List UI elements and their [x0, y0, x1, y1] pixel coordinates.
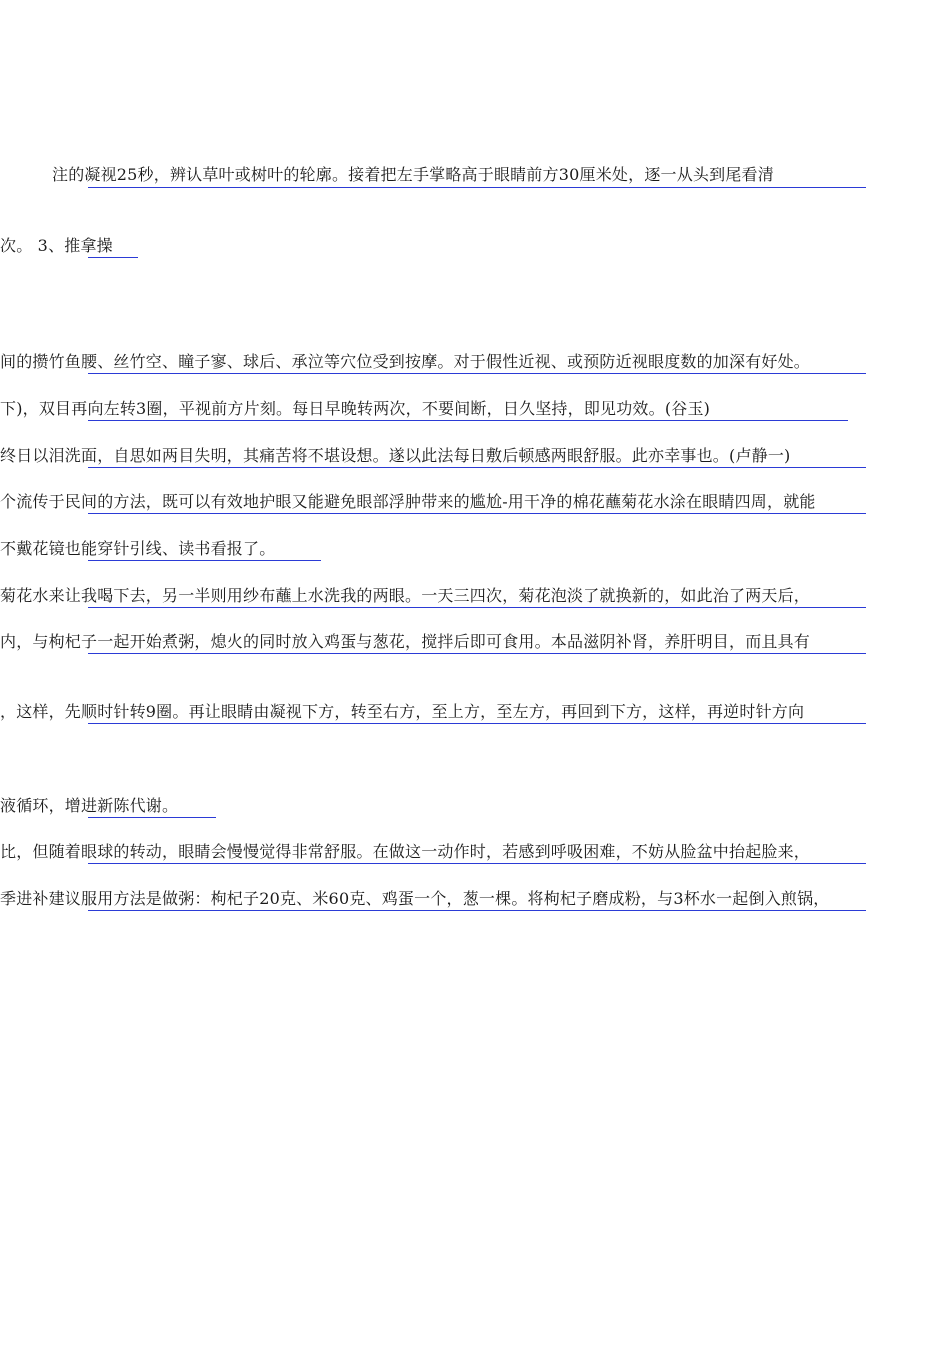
text-line-4: 下)，双目再向左转3圈，平视前方片刻。每日早晚转两次，不要间断，日久坚持，即见功效。(谷玉) [0, 399, 711, 418]
underline-2 [88, 257, 138, 258]
underline-8 [88, 607, 866, 608]
text-line-3: 间的攒竹鱼腰、丝竹空、瞳子寥、球后、承泣等穴位受到按摩。对于假性近视、或预防近视眼度数的加深有好处。 [0, 352, 811, 371]
underline-12 [88, 863, 866, 864]
text-line-13: 季进补建议服用方法是做粥：枸杞子20克、米60克、鸡蛋一个，葱一棵。将枸杞子磨成粉，与3杯水一起倒入煎锅， [0, 889, 830, 908]
underline-9 [88, 653, 866, 654]
text-line-5: 终日以泪洗面，自思如两目失明，其痛苦将不堪设想。遂以此法每日敷后顿感两眼舒服。此亦幸事也。(卢静一) [0, 446, 791, 465]
text-line-1: 注的凝视25秒，辨认草叶或树叶的轮廓。接着把左手掌略高于眼睛前方30厘米处，逐一从头到尾看清 [52, 165, 774, 184]
underline-4 [88, 420, 848, 421]
underline-1 [88, 187, 866, 188]
text-line-9: 内，与枸杞子一起开始煮粥，熄火的同时放入鸡蛋与葱花，搅拌后即可食用。本品滋阴补肾，养肝明目，而且具有 [0, 632, 811, 651]
underline-13 [88, 910, 866, 911]
text-line-10: ，这样，先顺时针转9圈。再让眼睛由凝视下方，转至右方，至上方，至左方，再回到下方，这样，再逆时针方向 [0, 702, 805, 721]
underline-7 [88, 560, 321, 561]
underline-3 [88, 373, 866, 374]
text-line-8: 菊花水来让我喝下去，另一半则用纱布蘸上水洗我的两眼。一天三四次，菊花泡淡了就换新的，如此治了两天后， [0, 586, 811, 605]
text-line-12: 比，但随着眼球的转动，眼睛会慢慢觉得非常舒服。在做这一动作时，若感到呼吸困难，不妨从脸盆中抬起脸来， [0, 842, 811, 861]
underline-10 [88, 723, 866, 724]
underline-5 [88, 467, 866, 468]
text-line-7: 不戴花镜也能穿针引线、读书看报了。 [0, 539, 276, 558]
underline-6 [88, 513, 866, 514]
text-line-11: 液循环，增进新陈代谢。 [0, 796, 179, 815]
text-line-2: 次。 3、推拿操 [0, 236, 113, 255]
underline-11 [88, 817, 216, 818]
text-line-6: 个流传于民间的方法，既可以有效地护眼又能避免眼部浮肿带来的尴尬-用干净的棉花蘸菊花水涂在眼睛四周，就能 [0, 492, 816, 511]
